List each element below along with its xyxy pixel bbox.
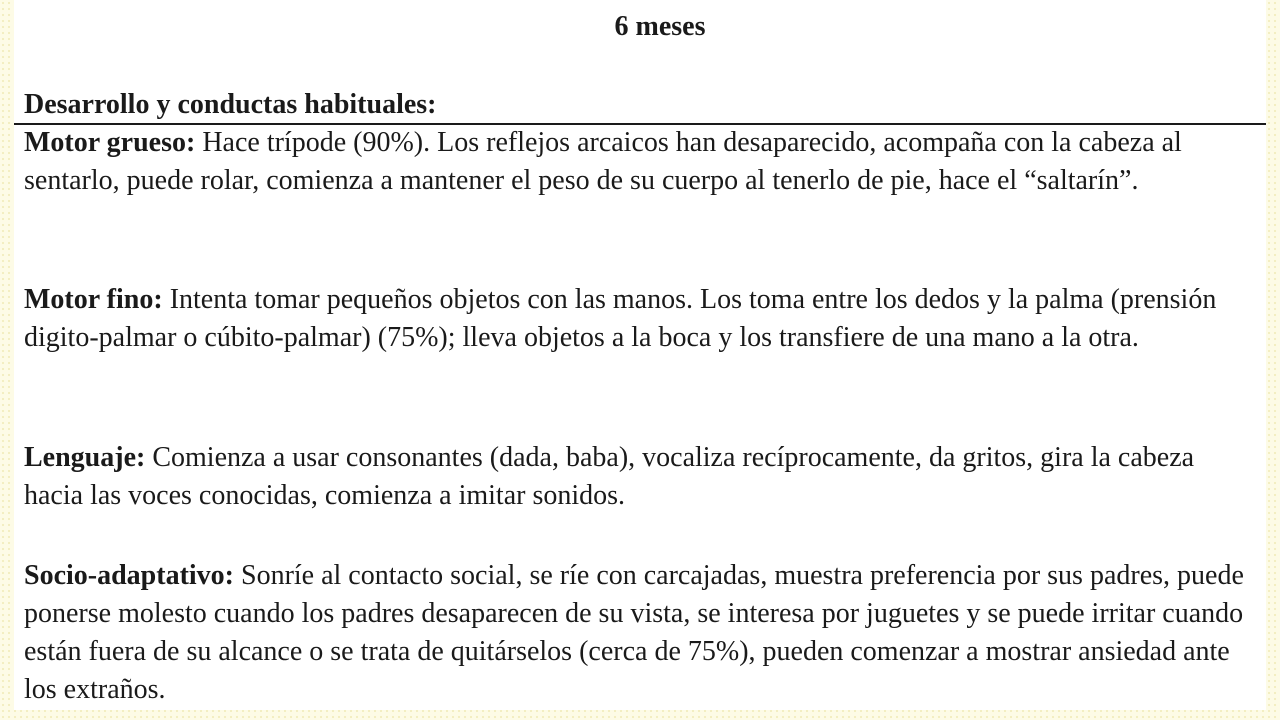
paragraph-label: Lenguaje: <box>24 442 146 473</box>
page-title: 6 meses <box>614 11 706 42</box>
paragraph-label: Motor grueso: <box>24 127 196 158</box>
paragraph-text: Intenta tomar pequeños objetos con las manos. Los toma entre los dedos y la palma (prensión digito-palmar o cúbito-palmar) (75%); lleva objetos a la boca y los transfiere de una mano a la otra. <box>24 284 1217 353</box>
paragraph-lenguaje <box>24 439 1259 515</box>
paragraph-label: Socio-adaptativo: <box>24 560 234 591</box>
paragraph-socio-adaptativo <box>24 557 1259 709</box>
paragraph-text: Sonríe al contacto social, se ríe con carcajadas, muestra preferencia por sus padres, puede ponerse molesto cuando los padres desaparecen de su vista, se interesa por juguetes y se puede irritar cuando están fuera de su alcance o se trata de quitárselos (cerca de 75%), pueden comenzar a mostrar ansiedad ante los extraños. <box>24 560 1244 705</box>
section-heading: Desarrollo y conductas habituales: <box>24 89 437 120</box>
paragraph-motor-grueso <box>24 124 1259 200</box>
paragraph-text: Hace trípode (90%). Los reflejos arcaicos han desaparecido, acompaña con la cabeza al sentarlo, puede rolar, comienza a mantener el peso de su cuerpo al tenerlo de pie, hace el “saltarín”. <box>24 127 1182 196</box>
paragraph-text: Comienza a usar consonantes (dada, baba), vocaliza recíprocamente, da gritos, gira la cabeza hacia las voces conocidas, comienza a imitar sonidos. <box>24 442 1195 511</box>
document-page <box>14 0 1266 710</box>
paragraph-motor-fino <box>24 281 1259 357</box>
paragraph-label: Motor fino: <box>24 284 163 315</box>
